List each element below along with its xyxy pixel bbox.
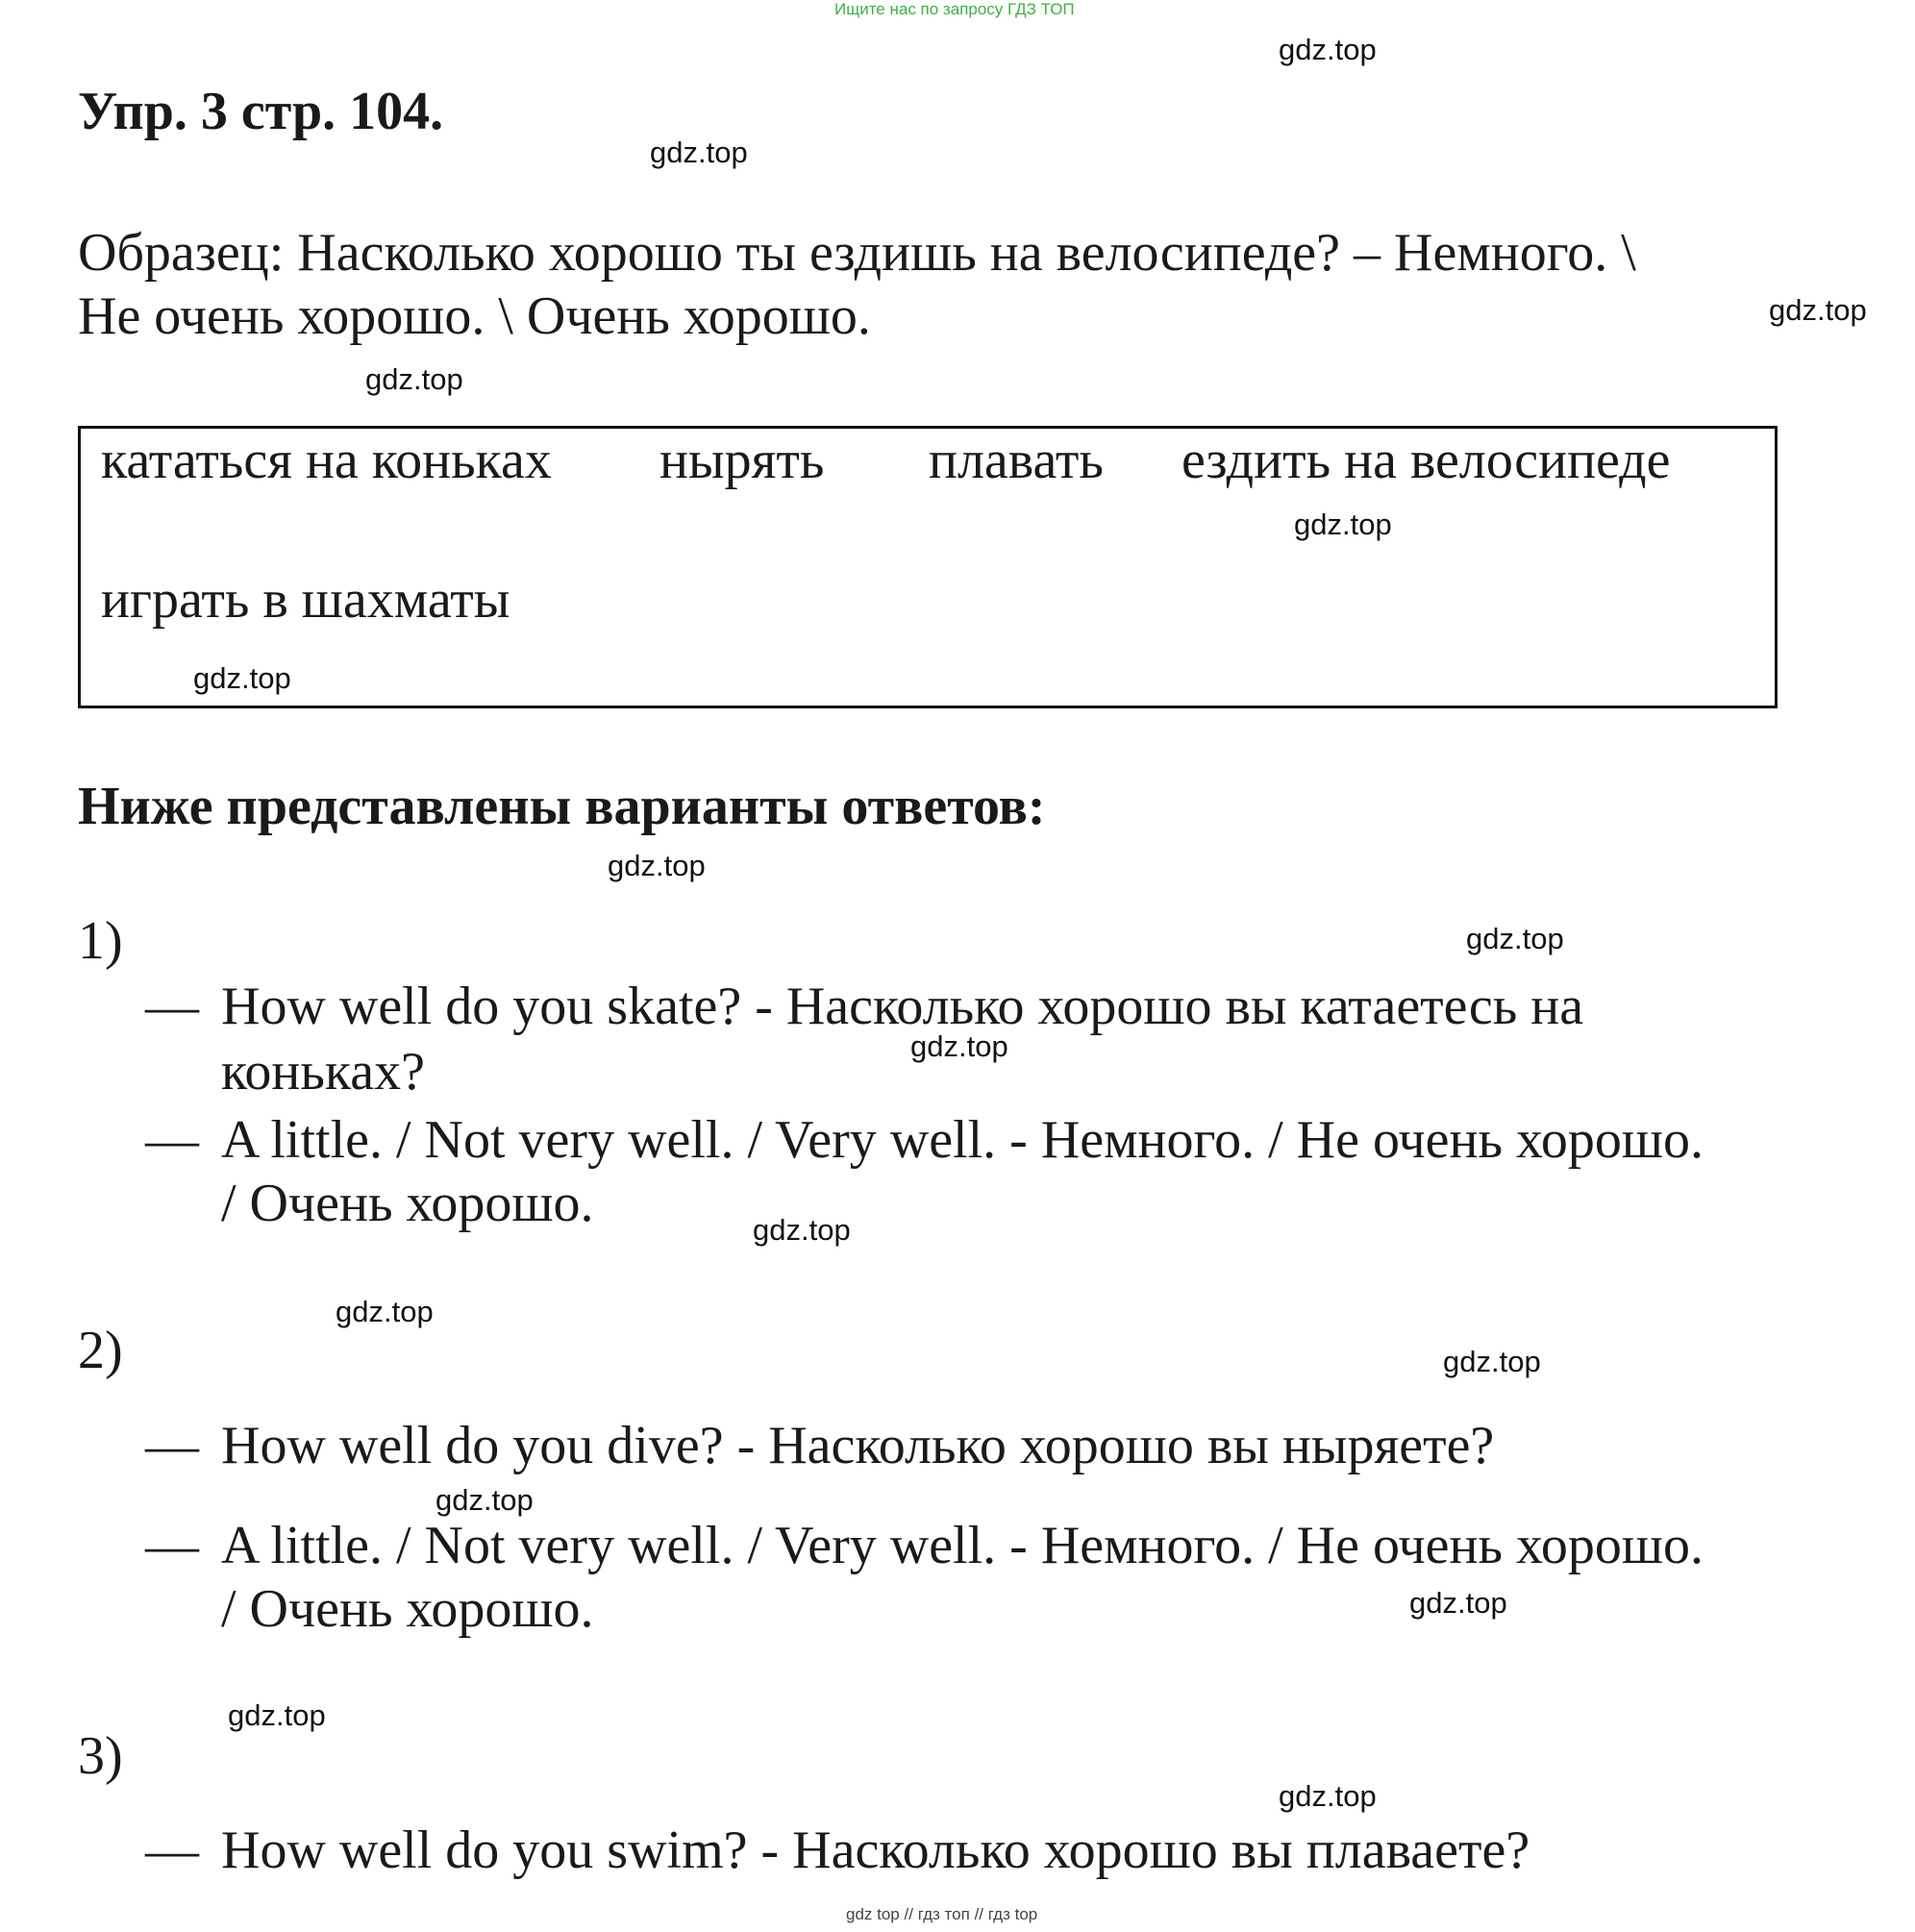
dash: — <box>145 1416 199 1475</box>
footer-separator: // <box>904 1905 913 1923</box>
word-chess: играть в шахматы <box>101 570 510 630</box>
footer-separator: // <box>974 1905 984 1923</box>
question-line: How well do you skate? - Насколько хорошо вы катаетесь на <box>221 977 1584 1036</box>
watermark: gdz.top <box>1279 33 1377 66</box>
top-banner[interactable]: Ищите нас по запросу ГДЗ ТОП <box>834 0 1075 18</box>
dash: — <box>145 1516 199 1575</box>
question-line: How well do you dive? - Насколько хорошо вы ныряете? <box>221 1416 1495 1475</box>
answers-heading: Ниже представлены варианты ответов: <box>78 777 1046 836</box>
word-swim: плавать <box>929 431 1104 490</box>
watermark: gdz.top <box>608 849 706 882</box>
watermark: gdz.top <box>1443 1345 1541 1378</box>
watermark: gdz.top <box>193 661 291 695</box>
watermark: gdz.top <box>228 1698 326 1732</box>
answer-number: 3) <box>78 1726 123 1786</box>
question-line: коньках? <box>221 1042 425 1102</box>
page-title: Упр. 3 стр. 104. <box>78 82 444 141</box>
watermark: gdz.top <box>1279 1779 1377 1813</box>
answer-line: A little. / Not very well. / Very well. - Немного. / Не очень хорошо. <box>221 1110 1704 1170</box>
watermark: gdz.top <box>1466 922 1564 955</box>
watermark: gdz.top <box>435 1483 534 1517</box>
dash: — <box>145 1821 199 1880</box>
word-dive: нырять <box>659 431 825 490</box>
example-line-1: Образец: Насколько хорошо ты ездишь на велосипеде? – Немного. \ <box>78 223 1636 283</box>
watermark: gdz.top <box>1769 293 1867 327</box>
answer-line: A little. / Not very well. / Very well. - Немного. / Не очень хорошо. <box>221 1516 1704 1575</box>
question-line: How well do you swim? - Насколько хорошо вы плаваете? <box>221 1821 1530 1880</box>
footer-link-gdz-top[interactable]: gdz top <box>846 1905 900 1923</box>
watermark: gdz.top <box>365 362 463 396</box>
footer-link-gdz-top-mixed[interactable]: гдз top <box>987 1905 1038 1923</box>
watermark: gdz.top <box>650 136 748 169</box>
answer-line: / Очень хорошо. <box>221 1579 594 1639</box>
watermark: gdz.top <box>336 1295 434 1328</box>
watermark: gdz.top <box>1294 508 1392 541</box>
word-cycle: ездить на велосипеде <box>1181 431 1671 490</box>
answer-number: 2) <box>78 1321 123 1380</box>
dash: — <box>145 977 199 1036</box>
footer-links <box>846 1905 1037 1924</box>
watermark: gdz.top <box>910 1029 1008 1063</box>
answer-line: / Очень хорошо. <box>221 1174 594 1233</box>
footer-link-gdz-top-ru[interactable]: гдз топ <box>917 1905 970 1923</box>
example-line-2: Не очень хорошо. \ Очень хорошо. <box>78 286 871 346</box>
dash: — <box>145 1110 199 1170</box>
watermark: gdz.top <box>753 1213 851 1247</box>
answer-number: 1) <box>78 911 123 971</box>
word-skate: кататься на коньках <box>101 431 552 490</box>
watermark: gdz.top <box>1409 1586 1507 1620</box>
